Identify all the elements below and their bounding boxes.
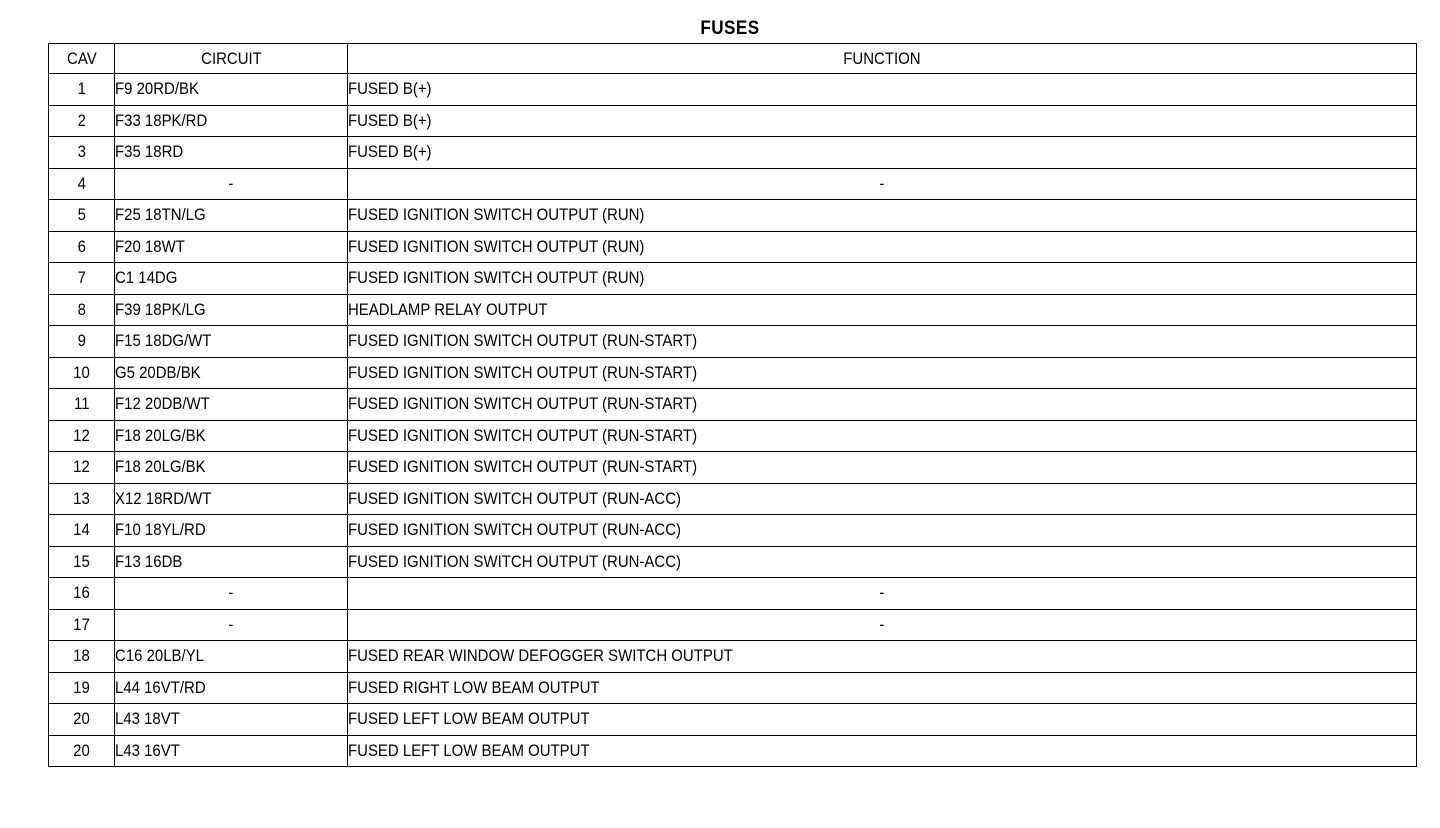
cell-function: FUSED IGNITION SWITCH OUTPUT (RUN) — [348, 231, 1417, 263]
cell-cav: 3 — [49, 137, 115, 169]
cell-function: - — [348, 609, 1417, 641]
table-row — [49, 326, 1417, 358]
cell-circuit: L43 18VT — [115, 704, 348, 736]
cell-function: FUSED IGNITION SWITCH OUTPUT (RUN-ACC) — [348, 483, 1417, 515]
cell-cav: 6 — [49, 231, 115, 263]
table-row — [49, 672, 1417, 704]
cell-cav: 13 — [49, 483, 115, 515]
table-row — [49, 483, 1417, 515]
cell-circuit: - — [115, 609, 348, 641]
cell-function: FUSED LEFT LOW BEAM OUTPUT — [348, 704, 1417, 736]
header-cav: CAV — [49, 44, 115, 74]
cell-function: FUSED IGNITION SWITCH OUTPUT (RUN-START) — [348, 420, 1417, 452]
cell-function: - — [348, 168, 1417, 200]
header-row — [49, 44, 1417, 74]
cell-circuit: F9 20RD/BK — [115, 74, 348, 106]
table-body — [49, 74, 1417, 767]
cell-cav: 7 — [49, 263, 115, 295]
cell-cav: 20 — [49, 735, 115, 767]
cell-cav: 15 — [49, 546, 115, 578]
table-row — [49, 515, 1417, 547]
cell-function: FUSED IGNITION SWITCH OUTPUT (RUN-START) — [348, 357, 1417, 389]
cell-function: FUSED REAR WINDOW DEFOGGER SWITCH OUTPUT — [348, 641, 1417, 673]
cell-cav: 14 — [49, 515, 115, 547]
table-row — [49, 200, 1417, 232]
cell-function: FUSED RIGHT LOW BEAM OUTPUT — [348, 672, 1417, 704]
table-row — [49, 168, 1417, 200]
cell-circuit: F33 18PK/RD — [115, 105, 348, 137]
cell-circuit: F25 18TN/LG — [115, 200, 348, 232]
cell-cav: 16 — [49, 578, 115, 610]
cell-circuit: F10 18YL/RD — [115, 515, 348, 547]
cell-function: FUSED IGNITION SWITCH OUTPUT (RUN-START) — [348, 452, 1417, 484]
cell-function: FUSED IGNITION SWITCH OUTPUT (RUN) — [348, 263, 1417, 295]
table-row — [49, 641, 1417, 673]
cell-cav: 12 — [49, 420, 115, 452]
cell-circuit: C1 14DG — [115, 263, 348, 295]
cell-cav: 4 — [49, 168, 115, 200]
cell-function: FUSED LEFT LOW BEAM OUTPUT — [348, 735, 1417, 767]
cell-function: HEADLAMP RELAY OUTPUT — [348, 294, 1417, 326]
cell-circuit: F18 20LG/BK — [115, 452, 348, 484]
table-row — [49, 546, 1417, 578]
cell-circuit: F18 20LG/BK — [115, 420, 348, 452]
table-row — [49, 231, 1417, 263]
cell-function: FUSED IGNITION SWITCH OUTPUT (RUN-START) — [348, 326, 1417, 358]
table-row — [49, 735, 1417, 767]
cell-cav: 5 — [49, 200, 115, 232]
cell-circuit: F12 20DB/WT — [115, 389, 348, 421]
cell-function: - — [348, 578, 1417, 610]
fuses-table — [48, 43, 1417, 767]
cell-cav: 10 — [49, 357, 115, 389]
cell-circuit: F20 18WT — [115, 231, 348, 263]
cell-circuit: F35 18RD — [115, 137, 348, 169]
cell-circuit: F13 16DB — [115, 546, 348, 578]
table-row — [49, 452, 1417, 484]
table-row — [49, 389, 1417, 421]
cell-circuit: L44 16VT/RD — [115, 672, 348, 704]
cell-cav: 1 — [49, 74, 115, 106]
cell-circuit: L43 16VT — [115, 735, 348, 767]
cell-circuit: X12 18RD/WT — [115, 483, 348, 515]
header-circuit: CIRCUIT — [115, 44, 348, 74]
cell-function: FUSED IGNITION SWITCH OUTPUT (RUN) — [348, 200, 1417, 232]
table-row — [49, 263, 1417, 295]
table-row — [49, 578, 1417, 610]
cell-circuit: C16 20LB/YL — [115, 641, 348, 673]
cell-cav: 18 — [49, 641, 115, 673]
cell-cav: 12 — [49, 452, 115, 484]
cell-cav: 8 — [49, 294, 115, 326]
cell-function: FUSED IGNITION SWITCH OUTPUT (RUN-ACC) — [348, 515, 1417, 547]
cell-cav: 9 — [49, 326, 115, 358]
cell-circuit: - — [115, 578, 348, 610]
table-row — [49, 105, 1417, 137]
table-row — [49, 357, 1417, 389]
cell-circuit: F15 18DG/WT — [115, 326, 348, 358]
table-row — [49, 137, 1417, 169]
cell-function: FUSED B(+) — [348, 137, 1417, 169]
cell-cav: 2 — [49, 105, 115, 137]
cell-cav: 17 — [49, 609, 115, 641]
table-row — [49, 704, 1417, 736]
cell-function: FUSED IGNITION SWITCH OUTPUT (RUN-ACC) — [348, 546, 1417, 578]
table-title: FUSES — [700, 18, 760, 39]
cell-function: FUSED B(+) — [348, 74, 1417, 106]
cell-cav: 20 — [49, 704, 115, 736]
cell-cav: 19 — [49, 672, 115, 704]
cell-circuit: F39 18PK/LG — [115, 294, 348, 326]
cell-circuit: - — [115, 168, 348, 200]
table-row — [49, 609, 1417, 641]
cell-function: FUSED IGNITION SWITCH OUTPUT (RUN-START) — [348, 389, 1417, 421]
cell-cav: 11 — [49, 389, 115, 421]
table-row — [49, 420, 1417, 452]
header-function: FUNCTION — [348, 44, 1417, 74]
table-row — [49, 74, 1417, 106]
cell-function: FUSED B(+) — [348, 105, 1417, 137]
table-row — [49, 294, 1417, 326]
cell-circuit: G5 20DB/BK — [115, 357, 348, 389]
